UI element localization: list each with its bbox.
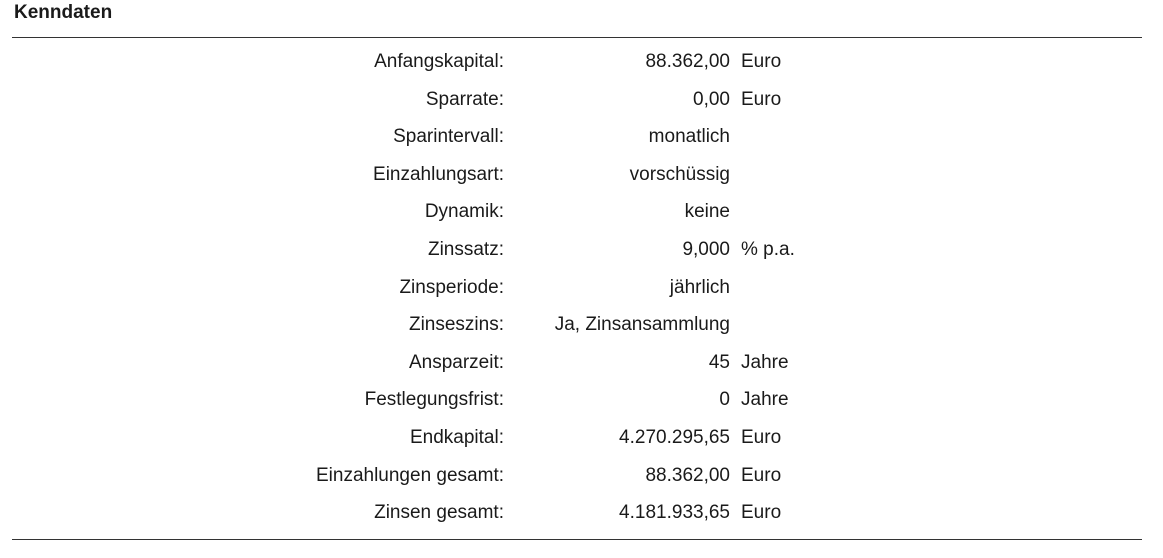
row-label: Sparintervall: [393, 126, 504, 148]
table-row [0, 81, 1163, 119]
divider-bottom [12, 539, 1142, 540]
row-label: Zinsperiode: [399, 276, 504, 298]
table-row [0, 381, 1163, 419]
row-label: Zinssatz: [427, 238, 504, 260]
row-label: Endkapital: [409, 426, 504, 448]
row-unit: Jahre [741, 351, 789, 373]
key-data-table [0, 43, 1163, 532]
row-label: Festlegungsfrist: [364, 389, 504, 411]
table-row [0, 43, 1163, 81]
row-label: Anfangskapital: [374, 51, 504, 72]
row-value: keine [684, 201, 730, 223]
row-unit: Jahre [741, 389, 789, 411]
divider-top [12, 37, 1142, 38]
row-unit: Euro [741, 464, 782, 486]
row-unit: Euro [741, 426, 782, 448]
row-unit: Euro [741, 502, 782, 524]
row-value: 88.362,00 [645, 51, 730, 72]
row-label: Dynamik: [424, 201, 504, 223]
row-value: 4.181.933,65 [619, 502, 730, 524]
table-row [0, 193, 1163, 231]
row-value: 88.362,00 [645, 464, 730, 486]
table-row [0, 457, 1163, 495]
section-title: Kenndaten [14, 2, 113, 23]
row-label: Einzahlungsart: [373, 163, 504, 185]
row-label: Einzahlungen gesamt: [315, 464, 504, 486]
row-label: Ansparzeit: [408, 351, 504, 373]
table-row [0, 306, 1163, 344]
row-value: jährlich [669, 276, 730, 298]
table-row [0, 156, 1163, 194]
row-value: monatlich [648, 126, 730, 148]
row-label: Zinseszins: [408, 314, 504, 336]
row-value: vorschüssig [629, 163, 730, 185]
table-row [0, 419, 1163, 457]
row-unit: Euro [741, 88, 782, 110]
row-value: 45 [708, 351, 730, 373]
table-row [0, 494, 1163, 532]
table-row [0, 118, 1163, 156]
row-unit: % p.a. [741, 238, 795, 260]
row-value: 9,000 [682, 238, 730, 260]
row-value: 0,00 [693, 88, 730, 110]
row-label: Sparrate: [425, 88, 504, 110]
row-unit: Euro [741, 51, 782, 72]
row-value: 4.270.295,65 [619, 426, 730, 448]
row-label: Zinsen gesamt: [374, 502, 504, 524]
table-row [0, 231, 1163, 269]
table-row [0, 344, 1163, 382]
row-value: Ja, Zinsansammlung [554, 314, 730, 336]
table-row [0, 269, 1163, 307]
row-value: 0 [719, 389, 730, 411]
